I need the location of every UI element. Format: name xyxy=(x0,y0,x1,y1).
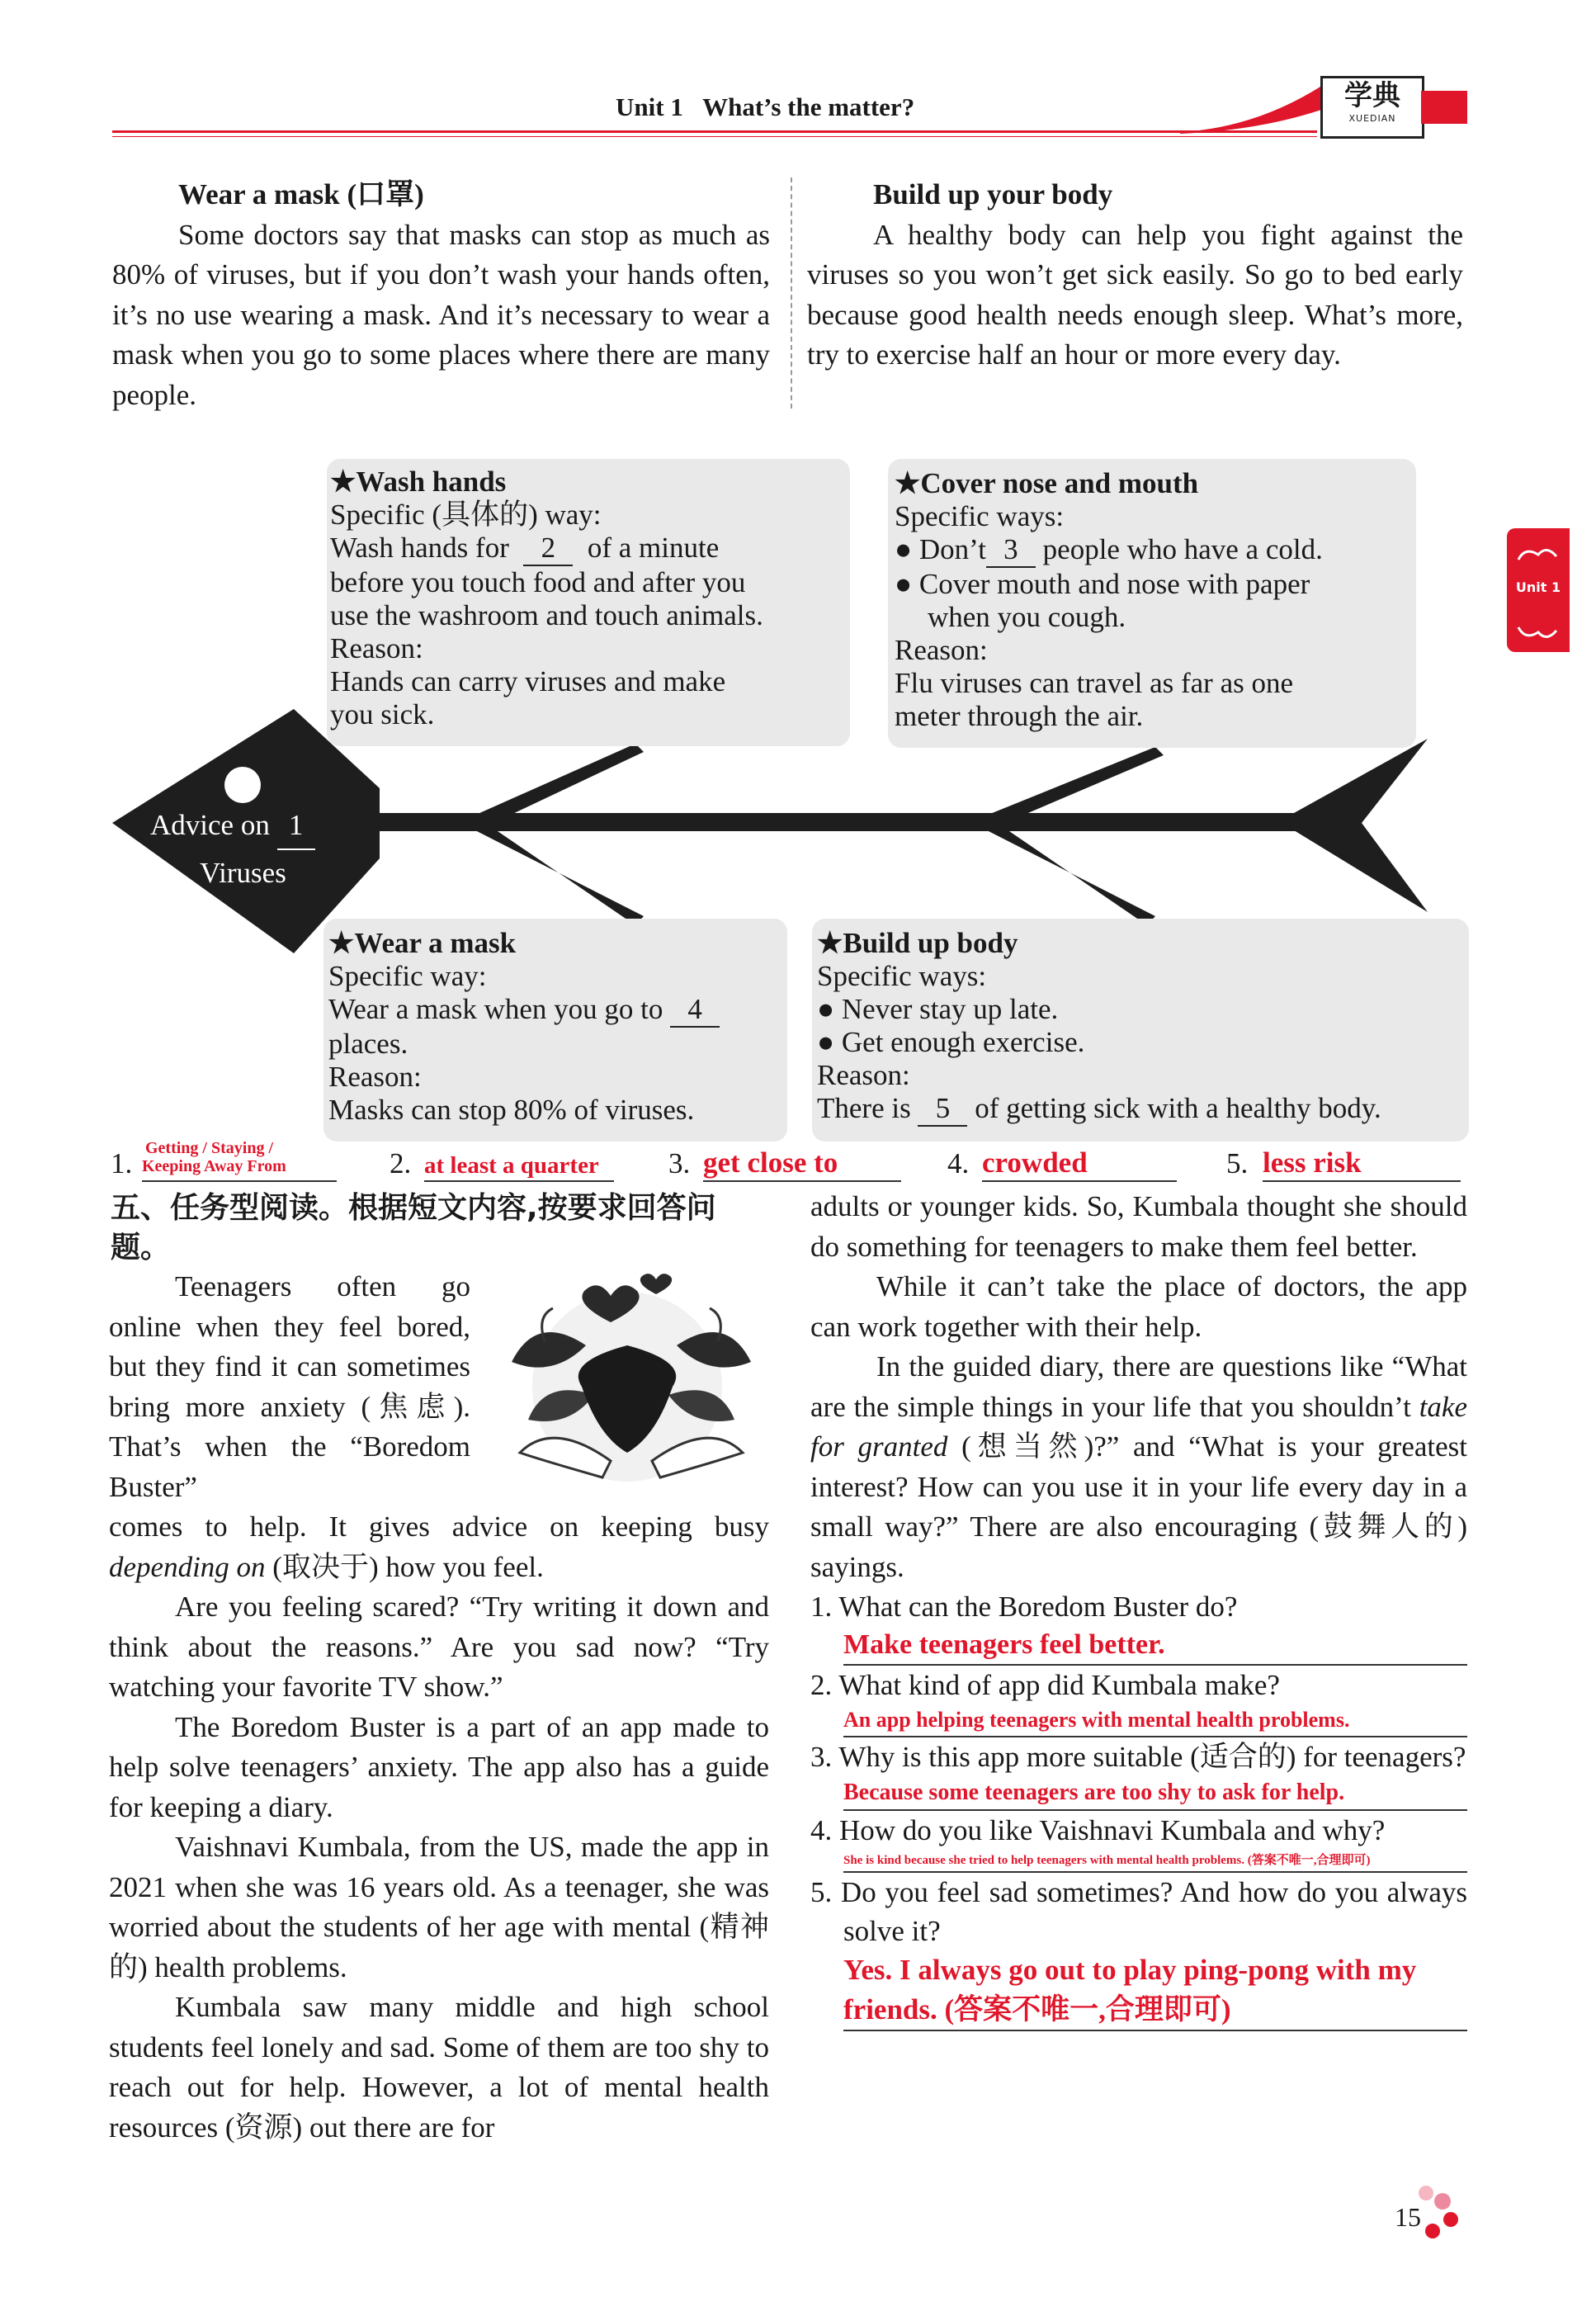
blank-5[interactable]: 5 xyxy=(918,1092,967,1127)
fishbone-bone-lower-1 xyxy=(470,828,644,925)
answer-3-number: 3. xyxy=(668,1147,691,1179)
answer-field-3[interactable]: Because some teenagers are too shy to ask for help. xyxy=(843,1776,1467,1811)
reading-paragraph-8: In the guided diary, there are questions like “What are the simple things in your life that you shouldn’t take for granted (想当然)?” and “What is your greatest interest? How can you use it in your life every day in a small way?” There are also encouraging (鼓舞人的) sayings. xyxy=(810,1350,1468,1583)
fishbone-bone-lower-2 xyxy=(982,828,1155,925)
answer-field-5[interactable]: Yes. I always go out to play ping-pong with my friends. (答案不唯一,合理即可) xyxy=(843,1950,1467,2031)
answer-3[interactable]: get close to xyxy=(703,1146,901,1182)
logo-red-strip xyxy=(1421,91,1467,124)
box1-line7: you sick. xyxy=(330,698,435,730)
column-divider xyxy=(791,177,792,409)
reading-paragraph-1: Teenagers often go online when they feel bored, but they find it can sometimes bring more anxiety (焦虑). That’s when the “Boredom Buster” xyxy=(109,1270,470,1503)
top-left-article xyxy=(112,175,770,415)
box2-line2: ● Don’t 3 people who have a cold. xyxy=(895,533,1416,568)
answer-row xyxy=(111,1139,1464,1185)
answer-1-number: 1. xyxy=(111,1147,133,1179)
fishbone-bone-upper-2 xyxy=(982,747,1164,822)
box2-line5: Reason: xyxy=(895,634,988,666)
blank-3[interactable]: 3 xyxy=(986,533,1036,568)
header-rule xyxy=(112,130,1317,133)
box1-line5: Reason: xyxy=(330,632,423,664)
box3-line4: Reason: xyxy=(328,1061,422,1093)
reading-paragraph-5: Kumbala saw many middle and high school students feel lonely and sad. Some of them are too shy to reach out for help. However, a lot of mental health resources (资源) out there are for xyxy=(109,1991,769,2144)
top-left-body: Some doctors say that masks can stop as much as 80% of viruses, but if you don’t wash your hands often, it’s no use wearing a mask. And it’s necessary to wear a mask when you go to some places where there are many people. xyxy=(112,218,770,411)
box2-line4: when you cough. xyxy=(928,601,1126,633)
answer-4[interactable]: crowded xyxy=(982,1146,1177,1182)
question-4 xyxy=(810,1811,1467,1873)
top-right-heading: Build up your body xyxy=(873,178,1113,210)
unit-title xyxy=(616,92,914,122)
box4-line5: There is 5 of getting sick with a healthy body. xyxy=(817,1092,1469,1127)
box3-title: ★Wear a mask xyxy=(328,927,517,959)
cloud-ornament-icon xyxy=(1507,614,1570,647)
box1-line4: use the washroom and touch animals. xyxy=(330,599,763,631)
reading-paragraph-3: The Boredom Buster is a part of an app made to help solve teenagers’ anxiety. The app also has a guide for keeping a diary. xyxy=(109,1710,769,1823)
answer-1-line-2: Keeping Away From xyxy=(142,1157,286,1175)
answer-field-2[interactable]: An app helping teenagers with mental health problems. xyxy=(843,1704,1467,1737)
cloud-ornament-icon xyxy=(1507,540,1570,573)
section-5-title: 五、任务型阅读。根据短文内容,按要求回答问题。 xyxy=(111,1191,716,1264)
answer-field-1[interactable]: Make teenagers feel better. xyxy=(843,1626,1467,1666)
box-wear-mask xyxy=(323,919,787,1142)
box2-line1: Specific ways: xyxy=(895,500,1065,532)
top-left-heading: Wear a mask (口罩) xyxy=(178,178,424,210)
box2-title: ★Cover nose and mouth xyxy=(895,467,1199,499)
head-line-2: Viruses xyxy=(200,857,286,889)
side-tab-label: Unit 1 xyxy=(1515,579,1561,595)
answer-1-line-1: Getting / Staying / xyxy=(145,1139,274,1157)
question-3-text: 3. Why is this app more suitable (适合的) for teenagers? xyxy=(810,1741,1466,1773)
logo-text: 学典 xyxy=(1344,79,1400,112)
fishbone-eye xyxy=(224,767,261,803)
box1-line3: before you touch food and after you xyxy=(330,566,746,598)
reading-paragraph-4: Vaishnavi Kumbala, from the US, made the app in 2021 when she was 16 years old. As a teenager, she was worried about the students of her age with mental (精神的) health problems. xyxy=(109,1831,769,1983)
top-right-article xyxy=(807,175,1463,376)
answer-5-number: 5. xyxy=(1226,1147,1249,1179)
box4-line1: Specific ways: xyxy=(817,960,987,992)
question-5-text: 5. Do you feel sad sometimes? And how do you always solve it? xyxy=(810,1876,1467,1947)
box-build-body xyxy=(812,919,1469,1142)
reading-paragraph-7: While it can’t take the place of doctors, the app can work together with their help. xyxy=(810,1270,1467,1343)
box1-line2: Wash hands for 2 of a minute xyxy=(330,532,850,566)
box-wash-hands xyxy=(327,459,850,746)
question-5 xyxy=(810,1873,1467,2031)
logo-box xyxy=(1320,76,1424,139)
question-1 xyxy=(810,1587,1467,1666)
answer-4-number: 4. xyxy=(947,1147,970,1179)
box1-line6: Hands can carry viruses and make xyxy=(330,665,726,697)
box3-line2: Wear a mask when you go to 4 xyxy=(328,993,787,1028)
box4-title: ★Build up body xyxy=(817,927,1018,959)
blank-1[interactable]: 1 xyxy=(277,802,315,850)
page-number: 15 xyxy=(1395,2202,1421,2232)
question-2 xyxy=(810,1666,1467,1737)
box1-line1: Specific (具体的) way: xyxy=(330,499,602,531)
answer-field-4[interactable]: She is kind because she tried to help teenagers with mental health problems. (答案不唯一,合理即可) xyxy=(843,1850,1467,1873)
box2-line7: meter through the air. xyxy=(895,700,1144,732)
box4-line2: ● Never stay up late. xyxy=(817,993,1059,1025)
unit-name: What’s the matter? xyxy=(702,92,915,121)
blank-4[interactable]: 4 xyxy=(670,993,720,1028)
question-2-text: 2. What kind of app did Kumbala make? xyxy=(810,1669,1280,1701)
box4-line4: Reason: xyxy=(817,1059,910,1091)
box4-line3: ● Get enough exercise. xyxy=(817,1026,1085,1058)
reading-paragraph-2: Are you feeling scared? “Try writing it down and think about the reasons.” Are you sad now? “Try watching your favorite TV show.” xyxy=(109,1591,769,1703)
logo-subtext: XUEDIAN xyxy=(1348,113,1396,124)
head-label-advice: Advice on xyxy=(150,809,270,841)
reading-right-column xyxy=(810,1187,1467,2031)
header-rule-thin xyxy=(112,136,1317,137)
box3-line5: Masks can stop 80% of viruses. xyxy=(328,1094,695,1126)
reading-left-column xyxy=(109,1267,769,2148)
box2-line6: Flu viruses can travel as far as one xyxy=(895,667,1294,699)
answer-2[interactable]: at least a quarter xyxy=(424,1151,614,1182)
box3-line1: Specific way: xyxy=(328,960,487,992)
box-cover-nose xyxy=(888,459,1416,748)
fishbone-tail xyxy=(1279,739,1428,912)
head-line-1 xyxy=(150,802,315,850)
header-swoosh xyxy=(1180,83,1329,140)
dots-ornament-icon xyxy=(1411,2183,1461,2241)
box2-line3: ● Cover mouth and nose with paper xyxy=(895,568,1310,600)
reading-paragraph-6: adults or younger kids. So, Kumbala thought she should do something for teenagers to make them feel better. xyxy=(810,1190,1467,1263)
side-tab-unit1[interactable] xyxy=(1507,528,1570,652)
question-3 xyxy=(810,1737,1467,1811)
reading-paragraph-1b: comes to help. It gives advice on keeping busy depending on (取决于) how you feel. xyxy=(109,1510,769,1583)
box3-line3: places. xyxy=(328,1028,408,1060)
top-right-body: A healthy body can help you fight against the viruses so you won’t get sick easily. So go to bed early because good health needs enough sleep. What’s more, try to exercise half an hour or more every day. xyxy=(807,218,1463,371)
answer-1[interactable] xyxy=(142,1139,337,1182)
fishbone-bone-upper-1 xyxy=(470,744,644,822)
answer-5[interactable]: less risk xyxy=(1263,1146,1461,1182)
question-4-text: 4. How do you like Vaishnavi Kumbala and why? xyxy=(810,1814,1386,1846)
answer-2-number: 2. xyxy=(390,1147,412,1179)
box1-title: ★Wash hands xyxy=(330,466,507,498)
fishbone-head-text xyxy=(150,802,315,896)
blank-2[interactable]: 2 xyxy=(523,532,573,566)
question-1-text: 1. What can the Boredom Buster do? xyxy=(810,1591,1238,1623)
unit-label: Unit 1 xyxy=(616,92,683,121)
